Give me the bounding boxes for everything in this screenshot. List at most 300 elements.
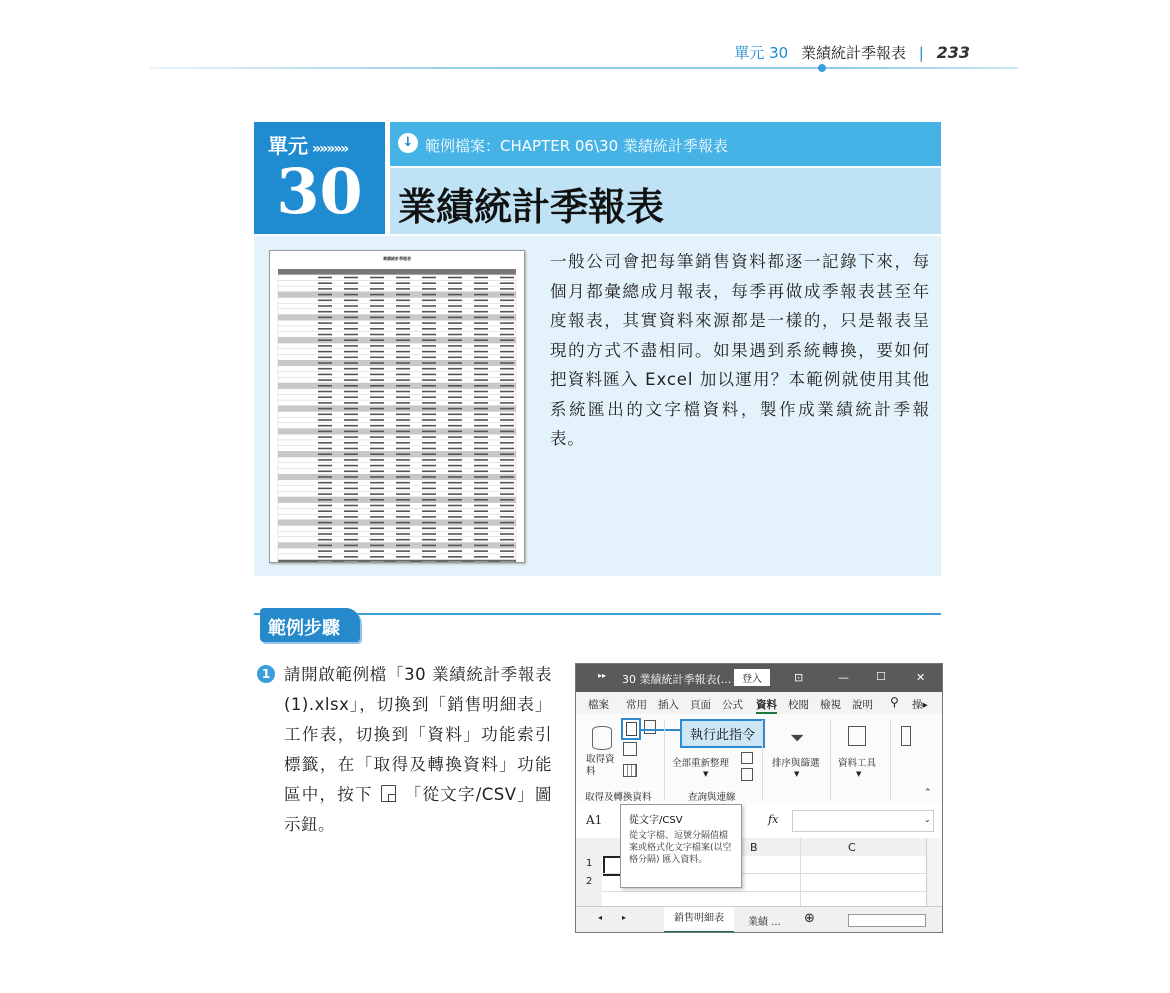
thumbnail-cell [448, 453, 462, 455]
callout-line [640, 729, 680, 731]
thumbnail-cell [318, 277, 332, 279]
thumbnail-cell [344, 288, 358, 290]
thumbnail-cell [474, 402, 488, 404]
thumbnail-cell [370, 488, 384, 490]
thumbnail-cell [370, 448, 384, 450]
from-table-icon[interactable] [623, 764, 637, 777]
thumbnail-cell [318, 396, 332, 398]
sheet-tab-report[interactable]: 業績 ... [748, 917, 781, 928]
thumbnail-cell [370, 300, 384, 302]
data-ribbon [576, 714, 942, 805]
thumbnail-cell [344, 505, 358, 507]
thumbnail-cell [318, 339, 332, 341]
thumbnail-cell [500, 345, 514, 347]
thumbnail-cell [448, 550, 462, 552]
thumbnail-cell [344, 305, 358, 307]
tab-help[interactable]: 說明 [852, 699, 873, 711]
thumbnail-cell [396, 385, 410, 387]
thumbnail-cell [500, 391, 514, 393]
tab-data[interactable]: 資料 [756, 697, 777, 714]
thumbnail-cell [396, 317, 410, 319]
thumbnail-cell [396, 539, 410, 541]
thumbnail-cell [318, 305, 332, 307]
thumbnail-cell [396, 311, 410, 313]
thumbnail-cell [396, 300, 410, 302]
thumbnail-cell [500, 556, 514, 558]
collapse-ribbon-icon[interactable]: ⌃ [924, 788, 932, 798]
thumbnail-cell [422, 311, 436, 313]
thumbnail-cell [370, 282, 384, 284]
tooltip-from-text-csv [620, 804, 742, 888]
thumbnail-cell [448, 334, 462, 336]
thumbnail-cell [500, 453, 514, 455]
thumbnail-cell [500, 294, 514, 296]
thumbnail-cell [396, 305, 410, 307]
thumbnail-cell [500, 368, 514, 370]
unit-title: 業績統計季報表 [398, 184, 665, 229]
thumbnail-cell [318, 357, 332, 359]
thumbnail-cell [318, 288, 332, 290]
thumbnail-cell [474, 436, 488, 438]
quick-access-toolbar[interactable]: ▸▸ [598, 671, 607, 680]
thumbnail-cell [474, 419, 488, 421]
thumbnail-cell [396, 556, 410, 558]
refresh-all-button[interactable]: 全部重新整理 [672, 758, 730, 769]
formula-input[interactable] [792, 810, 934, 832]
thumbnail-cell [370, 414, 384, 416]
thumbnail-cell [318, 294, 332, 296]
thumbnail-cell [370, 522, 384, 524]
thumbnail-table [270, 251, 524, 562]
thumbnail-cell [318, 374, 332, 376]
thumbnail-cell [344, 385, 358, 387]
forecast-icon[interactable] [901, 726, 911, 746]
data-tools-button[interactable]: 資料工具 [838, 758, 877, 769]
thumbnail-cell [474, 528, 488, 530]
tab-insert[interactable]: 插入 [658, 699, 679, 711]
step-text [284, 660, 552, 840]
thumbnail-cell [474, 499, 488, 501]
thumbnail-cell [344, 556, 358, 558]
thumbnail-cell [448, 328, 462, 330]
thumbnail-cell [396, 374, 410, 376]
thumbnail-cell [448, 288, 462, 290]
sort-filter-button[interactable]: 排序與篩選 [772, 758, 820, 769]
thumbnail-cell [370, 528, 384, 530]
thumbnail-cell [422, 545, 436, 547]
thumbnail-cell [422, 300, 436, 302]
thumbnail-cell [344, 493, 358, 495]
thumbnail-cell [422, 288, 436, 290]
window-filename: 30 業績統計季報表(... [622, 673, 732, 686]
thumbnail-cell [448, 488, 462, 490]
thumbnail-cell [422, 493, 436, 495]
thumbnail-cell [474, 488, 488, 490]
thumbnail-cell [422, 453, 436, 455]
thumbnail-cell [318, 425, 332, 427]
step-number: 1 [257, 665, 275, 683]
thumbnail-cell [474, 453, 488, 455]
thumbnail-cell [396, 351, 410, 353]
thumbnail-cell [370, 385, 384, 387]
thumbnail-cell [344, 322, 358, 324]
search-icon[interactable]: ⚲ [890, 695, 899, 709]
login-button[interactable]: 登入 [734, 669, 770, 686]
vertical-scrollbar[interactable] [926, 838, 941, 906]
from-web-icon[interactable] [623, 742, 637, 756]
unit-number: 30 [276, 155, 363, 228]
thumbnail-cell [474, 510, 488, 512]
maximize-button[interactable]: ☐ [876, 670, 886, 683]
thumbnail-cell [422, 505, 436, 507]
thumbnail-cell [448, 345, 462, 347]
thumbnail-cell [474, 339, 488, 341]
thumbnail-cell [344, 339, 358, 341]
excel-titlebar [576, 664, 942, 692]
from-text-csv-button[interactable] [621, 718, 641, 740]
thumbnail-cell [422, 334, 436, 336]
thumbnail-cell [474, 311, 488, 313]
thumbnail-cell [474, 317, 488, 319]
thumbnail-cell [448, 391, 462, 393]
thumbnail-cell [370, 510, 384, 512]
thumbnail-cell [422, 488, 436, 490]
thumbnail-cell [318, 505, 332, 507]
thumbnail-cell [474, 362, 488, 364]
sheet-scroll-right-icon[interactable]: ▸ [622, 913, 627, 922]
page-number: 233 [936, 43, 970, 62]
thumbnail-cell [474, 533, 488, 535]
thumbnail-cell [474, 476, 488, 478]
thumbnail-cell [448, 505, 462, 507]
refresh-dropdown-icon[interactable]: ▼ [703, 770, 709, 778]
thumbnail-cell [318, 516, 332, 518]
column-header-c[interactable]: C [848, 841, 856, 854]
thumbnail-cell [318, 448, 332, 450]
thumbnail-cell [396, 550, 410, 552]
section-title: 範例步驟 [268, 618, 340, 639]
thumbnail-cell [448, 442, 462, 444]
thumbnail-cell [396, 493, 410, 495]
tab-file[interactable]: 檔案 [588, 699, 609, 711]
running-header-separator: | [918, 44, 924, 62]
thumbnail-cell [344, 414, 358, 416]
database-icon[interactable] [592, 726, 612, 750]
thumbnail-cell [422, 277, 436, 279]
thumbnail-cell [422, 442, 436, 444]
thumbnail-cell [500, 317, 514, 319]
running-header-chapter: 單元 30 [734, 44, 789, 62]
thumbnail-cell [344, 453, 358, 455]
thumbnail-cell [448, 516, 462, 518]
thumbnail-cell [344, 334, 358, 336]
thumbnail-cell [500, 288, 514, 290]
thumbnail-cell [500, 402, 514, 404]
recent-sources-icon[interactable] [644, 720, 656, 734]
thumbnail-cell [500, 459, 514, 461]
thumbnail-cell [474, 345, 488, 347]
thumbnail-cell [448, 510, 462, 512]
row-header-2[interactable]: 2 [586, 876, 593, 887]
thumbnail-cell [422, 465, 436, 467]
thumbnail-cell [448, 339, 462, 341]
thumbnail-cell [318, 442, 332, 444]
ribbon-display-icon[interactable]: ⊡ [794, 671, 804, 684]
close-button[interactable]: ✕ [916, 671, 926, 684]
thumbnail-cell [500, 471, 514, 473]
thumbnail-cell [396, 436, 410, 438]
thumbnail-cell [318, 488, 332, 490]
formula-expand-icon[interactable]: ⌄ [924, 815, 931, 824]
thumbnail-cell [448, 436, 462, 438]
thumbnail-cell [422, 533, 436, 535]
thumbnail-cell [448, 305, 462, 307]
thumbnail-cell [448, 311, 462, 313]
thumbnail-cell [370, 379, 384, 381]
tab-overflow[interactable]: 操▸ [912, 699, 928, 711]
thumbnail-cell [370, 499, 384, 501]
thumbnail-cell [422, 550, 436, 552]
thumbnail-cell [318, 545, 332, 547]
thumbnail-cell [500, 493, 514, 495]
sheet-tab-sales-detail[interactable]: 銷售明細表 [664, 907, 734, 933]
thumbnail-cell [344, 345, 358, 347]
thumbnail-cell [396, 545, 410, 547]
thumbnail-cell [318, 556, 332, 558]
data-tools-icon[interactable] [848, 726, 866, 746]
thumbnail-cell [500, 436, 514, 438]
thumbnail-cell [474, 545, 488, 547]
unit-arrows: »»»»» [312, 141, 348, 157]
thumbnail-cell [396, 396, 410, 398]
thumbnail-cell [318, 300, 332, 302]
thumbnail-cell [318, 453, 332, 455]
thumbnail-cell [448, 431, 462, 433]
thumbnail-cell [474, 368, 488, 370]
thumbnail-cell [370, 368, 384, 370]
thumbnail-cell [448, 482, 462, 484]
thumbnail-cell [344, 379, 358, 381]
thumbnail-cell [448, 317, 462, 319]
thumbnail-cell [448, 425, 462, 427]
thumbnail-cell [422, 556, 436, 558]
group-queries-label: 查詢與連線 [688, 792, 736, 803]
thumbnail-cell [474, 385, 488, 387]
thumbnail-cell [318, 499, 332, 501]
thumbnail-cell [396, 294, 410, 296]
thumbnail-cell [396, 459, 410, 461]
thumbnail-cell [396, 362, 410, 364]
thumbnail-cell [370, 533, 384, 535]
thumbnail-cell [500, 522, 514, 524]
thumbnail-cell [422, 419, 436, 421]
thumbnail-cell [396, 499, 410, 501]
thumbnail-cell [448, 277, 462, 279]
thumbnail-cell [344, 282, 358, 284]
thumbnail-cell [344, 357, 358, 359]
data-tools-dropdown-icon[interactable]: ▼ [856, 770, 862, 778]
thumbnail-cell [474, 505, 488, 507]
sheet-scroll-left-icon[interactable]: ◂ [598, 913, 603, 922]
thumbnail-cell [318, 334, 332, 336]
sheet-tab-bar [576, 906, 942, 933]
thumbnail-cell [344, 294, 358, 296]
thumbnail-cell [500, 539, 514, 541]
thumbnail-cell [344, 374, 358, 376]
queries-icon[interactable] [741, 752, 753, 764]
grid-line-col-b [800, 838, 801, 906]
thumbnail-cell [422, 345, 436, 347]
thumbnail-cell [370, 357, 384, 359]
thumbnail-cell [318, 351, 332, 353]
row-header-1[interactable]: 1 [586, 858, 593, 869]
thumbnail-cell [318, 391, 332, 393]
sample-file-label: 範例檔案：CHAPTER 06\30 業績統計季報表 [425, 137, 728, 155]
thumbnail-cell [344, 482, 358, 484]
horizontal-scrollbar[interactable] [848, 914, 926, 927]
ribbon-tabs [576, 692, 942, 714]
properties-icon[interactable] [741, 768, 753, 781]
thumbnail-cell [318, 317, 332, 319]
thumbnail-cell [500, 300, 514, 302]
thumbnail-cell [370, 322, 384, 324]
thumbnail-cell [500, 282, 514, 284]
thumbnail-cell [318, 510, 332, 512]
thumbnail-cell [396, 414, 410, 416]
thumbnail-cell [318, 493, 332, 495]
thumbnail-cell [396, 277, 410, 279]
thumbnail-cell [344, 419, 358, 421]
thumbnail-cell [370, 345, 384, 347]
thumbnail-cell [448, 385, 462, 387]
thumbnail-cell [474, 374, 488, 376]
thumbnail-cell [396, 408, 410, 410]
thumbnail-cell [448, 379, 462, 381]
thumbnail-cell [318, 419, 332, 421]
thumbnail-cell [474, 391, 488, 393]
thumbnail-cell [370, 476, 384, 478]
thumbnail-cell [396, 453, 410, 455]
header-rule-dot [818, 64, 826, 72]
step-text-before: 請開啟範例檔「30 業績統計季報表 (1).xlsx」，切換到「銷售明細表」工作表，切換到「資料」功能索引標籤，在「取得及轉換資料」功能區中，按下 [284, 665, 552, 804]
thumbnail-cell [318, 465, 332, 467]
thumbnail-cell [422, 459, 436, 461]
thumbnail-cell [474, 305, 488, 307]
thumbnail-cell [422, 328, 436, 330]
thumbnail-cell [318, 322, 332, 324]
thumbnail-cell [396, 391, 410, 393]
thumbnail-cell [448, 522, 462, 524]
thumbnail-cell [500, 465, 514, 467]
tab-formulas[interactable]: 公式 [722, 699, 743, 711]
thumbnail-cell [500, 533, 514, 535]
thumbnail-cell [396, 402, 410, 404]
thumbnail-cell [448, 419, 462, 421]
thumbnail-cell [448, 402, 462, 404]
name-box[interactable]: A1 [586, 813, 603, 827]
thumbnail-cell [396, 516, 410, 518]
tab-home[interactable]: 常用 [626, 699, 647, 711]
thumbnail-cell [500, 419, 514, 421]
thumbnail-cell [396, 379, 410, 381]
tab-view[interactable]: 檢視 [820, 699, 841, 711]
thumbnail-cell [474, 493, 488, 495]
thumbnail-cell [474, 482, 488, 484]
thumbnail-cell [396, 328, 410, 330]
thumbnail-row [278, 560, 516, 562]
thumbnail-cell [500, 351, 514, 353]
thumbnail-cell [370, 442, 384, 444]
thumbnail-cell [318, 379, 332, 381]
thumbnail-cell [422, 317, 436, 319]
thumbnail-cell [396, 288, 410, 290]
thumbnail-cell [396, 419, 410, 421]
thumbnail-cell [370, 419, 384, 421]
thumbnail-cell [396, 533, 410, 535]
thumbnail-cell [422, 379, 436, 381]
thumbnail-cell [370, 305, 384, 307]
thumbnail-cell [500, 322, 514, 324]
thumbnail-cell [500, 488, 514, 490]
thumbnail-cell [500, 431, 514, 433]
thumbnail-cell [474, 396, 488, 398]
sort-dropdown-icon[interactable]: ▼ [794, 770, 800, 778]
thumbnail-cell [474, 425, 488, 427]
thumbnail-cell [396, 476, 410, 478]
thumbnail-cell [318, 550, 332, 552]
thumbnail-cell [370, 459, 384, 461]
thumbnail-cell [318, 528, 332, 530]
thumbnail-cell [422, 322, 436, 324]
thumbnail-cell [500, 379, 514, 381]
filter-icon[interactable]: ⏷ [790, 728, 805, 749]
tooltip-body: 從文字檔、逗號分隔值檔案或格式化文字檔案(以空格分隔) 匯入資料。 [629, 831, 732, 865]
thumbnail-cell [422, 305, 436, 307]
thumbnail-cell [500, 357, 514, 359]
thumbnail-cell [344, 436, 358, 438]
tab-review[interactable]: 校閱 [788, 699, 809, 711]
thumbnail-cell [474, 294, 488, 296]
thumbnail-cell [370, 482, 384, 484]
thumbnail-cell [370, 351, 384, 353]
thumbnail-cell [500, 362, 514, 364]
thumbnail-cell [448, 539, 462, 541]
thumbnail-cell [474, 556, 488, 558]
column-header-b[interactable]: B [750, 841, 758, 854]
thumbnail-cell [370, 550, 384, 552]
thumbnail-cell [344, 277, 358, 279]
thumbnail-cell [370, 539, 384, 541]
thumbnail-cell [344, 431, 358, 433]
thumbnail-cell [448, 300, 462, 302]
thumbnail-cell [422, 385, 436, 387]
group-get-transform-label: 取得及轉換資料 [585, 792, 652, 803]
thumbnail-cell [318, 482, 332, 484]
get-data-button[interactable]: 取得資 料 [586, 754, 615, 777]
thumbnail-cell [344, 471, 358, 473]
thumbnail-cell [500, 328, 514, 330]
thumbnail-cell [448, 414, 462, 416]
thumbnail-cell [474, 379, 488, 381]
thumbnail-cell [448, 351, 462, 353]
minimize-button[interactable]: — [838, 671, 849, 684]
tab-page[interactable]: 頁面 [690, 699, 711, 711]
thumbnail-cell [370, 471, 384, 473]
thumbnail-cell [396, 357, 410, 359]
thumbnail-cell [500, 339, 514, 341]
fx-icon[interactable]: fx [768, 813, 779, 826]
add-sheet-button[interactable]: ⊕ [804, 911, 815, 926]
